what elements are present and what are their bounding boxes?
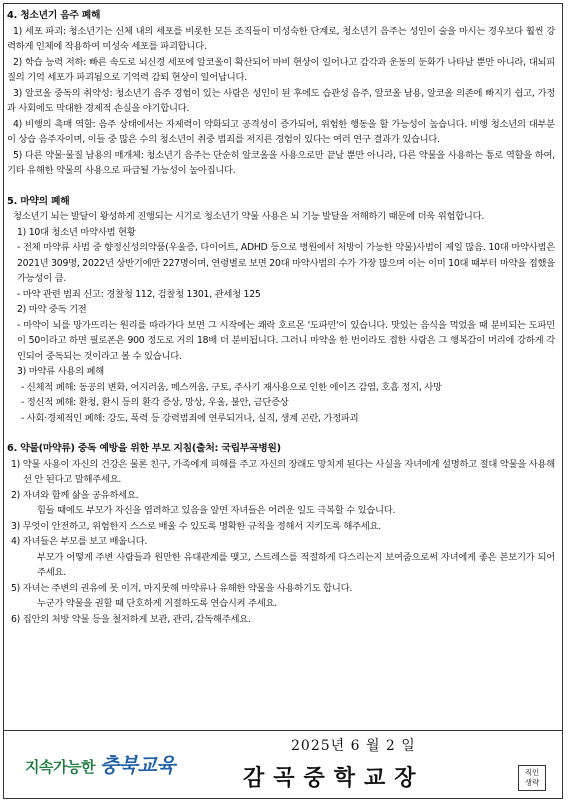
- paragraph: 청소년기 뇌는 발달이 왕성하게 진행되는 시기로 청소년기 약물 사용은 뇌 기능 발달을 저해하기 때문에 더욱 위험합니다.: [13, 211, 485, 222]
- paragraph: 부모가 어떻게 주변 사람들과 원만한 유대관계를 맺고, 스트레스를 적절하게 다스리는지 보여줌으로써 자녀에게 좋은 본보기가 되어주세요.: [37, 551, 555, 578]
- paragraph: - 마약이 뇌를 망가뜨리는 원리를 따라가다 보면 그 시작에는 쾌락 호르몬 '도파민'이 있습니다. 맛있는 음식을 먹었을 때 분비되는 도파민이 50이라고 하면 필로폰은 900 정도로 거의 18배 더 분비됩니다. 그러니 마약을 한 번이라도 접한 사람은 그 행복감이 머리에 강하게 각인되어 중독되는 것이라고 볼 수 있습니다.: [17, 319, 555, 362]
- paragraph: 1) 약물 사용이 자신의 건강은 물론 친구, 가족에게 피해를 주고 자신의 장래도 망치게 된다는 사실을 자녀에게 설명하고 절대 약물을 사용해선 안 된다고 말해주세요.: [11, 458, 555, 485]
- paragraph: - 전체 마약류 사범 중 향정신성의약품(우울증, 다이어트, ADHD 등으로 병원에서 처방이 가능한 약물)사범이 제일 많음. 10대 마약사범은 2021년 309명, 2022년 상반기에만 227명이며, 연령별로 보면 20대 마약사범의 수가 가장 많으며 이는 이미 10대 때부터 마약을 접했을 가능성이 큼.: [17, 242, 555, 284]
- document-body: [7, 8, 555, 627]
- section-heading: 6. 약물(마약류) 중독 예방을 위한 부모 지침(출처: 국립부곡병원): [7, 443, 281, 454]
- logo-text-brand: 충북교육: [99, 753, 175, 777]
- seal-line-1: 직인: [524, 768, 540, 777]
- paragraph: 4) 비행의 촉매 역할: 음주 상태에서는 자제력이 약화되고 공격성이 증가되어, 위험한 행동을 할 가능성이 높습니다. 비행 청소년의 대부분이 상습 음주자이며, 이들 중 많은 수의 청소년이 취중 범죄를 저지른 경험이 있다는 여러 연구 결과가 있습니다.: [7, 118, 555, 145]
- paragraph: 누군가 약물을 권할 때 단호하게 거절하도록 연습시켜 주세요.: [37, 598, 277, 609]
- section-heading: 5. 마약의 폐해: [7, 195, 70, 207]
- paragraph: 3) 알코올 중독의 취약성: 청소년기 음주 경험이 있는 사람은 성인이 된 후에도 습관성 음주, 알코올 남용, 알코올 의존에 빠지기 쉽고, 가정과 사회에도 막대한 경제적 손실을 야기합니다.: [7, 87, 555, 114]
- issue-date: 2025년 6 월 2 일: [291, 738, 416, 754]
- paragraph: 5) 다른 약물·물질 남용의 매개체: 청소년기 음주는 단순히 알코올을 사용으로만 끝날 뿐만 아니라, 다른 약물을 사용하는 통로 역할을 하여, 기타 유해한 약물의 사용으로 파급될 가능성이 높아집니다.: [7, 149, 555, 176]
- paragraph: 6) 집안의 처방 약물 등을 철저하게 보관, 관리, 감독해주세요.: [11, 613, 251, 625]
- paragraph: 1) 세포 파괴: 청소년기는 신체 내의 세포를 비롯한 모든 조직들이 미성숙한 단계로, 청소년기 음주는 성인이 술을 마시는 경우보다 훨씬 강력하게 인체에 작용하여 미성숙 세포를 파괴합니다.: [7, 25, 555, 52]
- education-office-logo: [25, 749, 175, 778]
- paragraph: - 사회·경제적인 폐해: 강도, 폭력 등 강력범죄에 연루되거나, 실직, 생계 곤란, 가정파괴: [21, 412, 359, 424]
- paragraph: - 신체적 폐해: 동공의 변화, 어지러움, 메스꺼움, 구토, 주사기 재사용으로 인한 에이즈 감염, 호흡 정지, 사망: [21, 381, 442, 393]
- document-footer: [3, 730, 563, 799]
- paragraph: - 마약 관련 범죄 신고: 경찰청 112, 검찰청 1301, 관세청 125: [17, 288, 261, 300]
- paragraph: 5) 자녀는 주변의 권유에 못 이겨, 마지못해 마약류나 유해한 약물을 사용하기도 합니다.: [11, 582, 353, 594]
- paragraph: 2) 학습 능력 저하: 빠른 속도로 뇌신경 세포에 알코올이 확산되어 마비 현상이 일어나고 감각과 운동의 둔화가 나타날 뿐만 아니라, 대뇌피질의 기억 세포가 파괴됨으로 기억력 감퇴 현상이 일어납니다.: [7, 56, 555, 83]
- official-seal-box: [518, 765, 546, 791]
- paragraph: 3) 마약류 사용의 폐해: [17, 366, 105, 377]
- section-heading: 4. 청소년기 음주 폐해: [7, 10, 101, 21]
- paragraph: 3) 무엇이 안전하고, 위험한지 스스로 배울 수 있도록 명확한 규칙을 정해서 지키도록 해주세요.: [11, 520, 381, 532]
- paragraph: 힘들 때에도 부모가 자신을 염려하고 있음을 알면 자녀들은 어려운 일도 극복할 수 있습니다.: [37, 505, 396, 516]
- paragraph: - 정신적 폐해: 환청, 환시 등의 환각 증상, 망상, 우울, 불안, 금단증상: [21, 397, 289, 408]
- paragraph: 2) 마약 중독 기전: [17, 304, 87, 315]
- section-spacer: [7, 426, 555, 441]
- logo-text-slogan: 지속가능한: [25, 758, 95, 776]
- paragraph: 2) 자녀와 함께 삶을 공유하세요.: [11, 489, 139, 501]
- paragraph: 4) 자녀들은 부모를 보고 배웁니다.: [11, 536, 148, 547]
- section-spacer: [7, 179, 555, 194]
- seal-line-2: 생략: [524, 778, 540, 787]
- paragraph: 1) 10대 청소년 마약사범 현황: [17, 226, 136, 238]
- school-principal-name: 감곡중학교장: [243, 766, 425, 791]
